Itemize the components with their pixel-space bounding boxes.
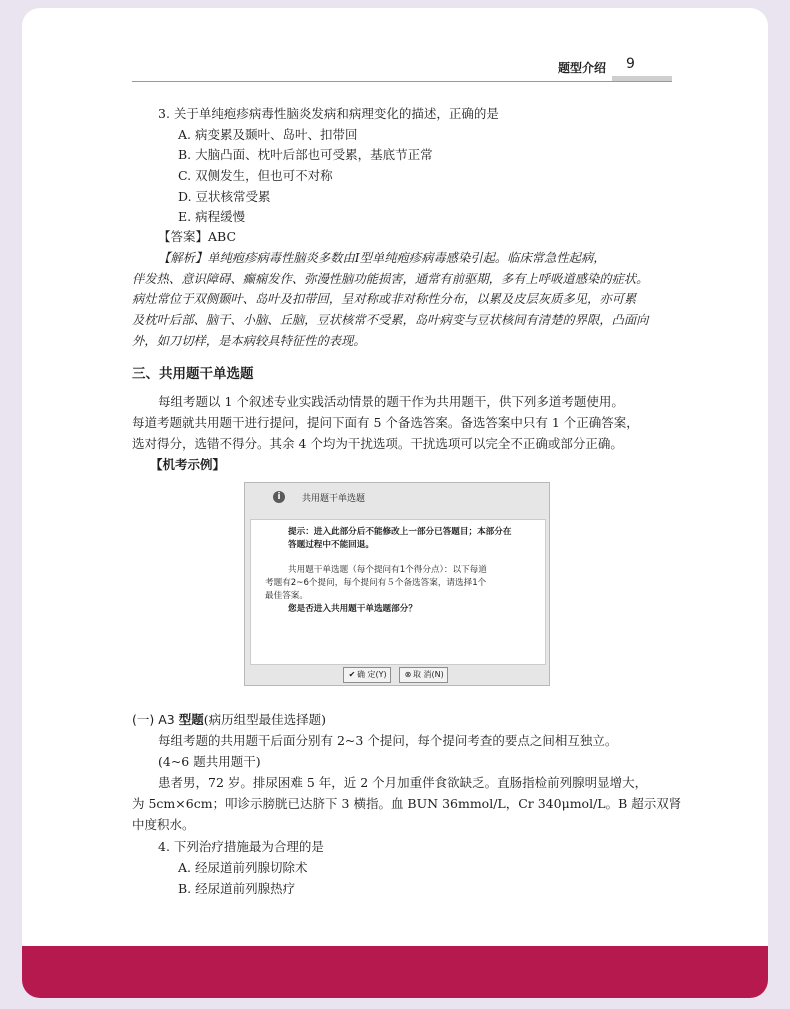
q3-analysis-line: 及枕叶后部、脑干、小脑、丘脑，豆状核常不受累，岛叶病变与豆状核间有清楚的界限，凸面向 bbox=[132, 313, 649, 327]
a3-heading bbox=[132, 711, 326, 729]
section-heading: 三、共用题干单选题 bbox=[132, 366, 254, 382]
dialog-title: 共用题干单选题 bbox=[302, 494, 366, 504]
q4-stem: 4. 下列治疗措施最为合理的是 bbox=[158, 839, 324, 854]
dialog-description: 最佳答案。 bbox=[265, 591, 308, 601]
cancel-button-label: 取 消(N) bbox=[413, 670, 444, 679]
running-header-title: 题型介绍 bbox=[558, 61, 607, 75]
a3-group-label: (4~6 题共用题干) bbox=[158, 754, 261, 769]
cancel-button[interactable] bbox=[399, 667, 448, 683]
check-icon: ✔ bbox=[348, 670, 356, 679]
dialog-description: 共用题干单选题（每个提问有1个得分点）：以下每道 bbox=[288, 565, 487, 575]
example-label: 【机考示例】 bbox=[150, 457, 226, 472]
exam-dialog bbox=[244, 482, 550, 686]
a3-heading-note: (病历组型最佳选择题) bbox=[203, 712, 326, 727]
header-rule bbox=[132, 81, 672, 82]
case-line: 中度积水。 bbox=[132, 817, 195, 832]
q3-analysis-line: 外，如刀切样，是本病较具特征性的表现。 bbox=[132, 334, 366, 348]
q3-option-a: A. 病变累及颞叶、岛叶、扣带回 bbox=[178, 127, 358, 142]
dialog-confirm-question: 您是否进入共用题干单选题部分？ bbox=[288, 604, 417, 614]
case-line: 为 5cm×6cm；叩诊示膀胱已达脐下 3 横指。血 BUN 36mmol/L，Cr 340μmol/L。B 超示双肾 bbox=[132, 796, 682, 811]
confirm-button-label: 确 定(Y) bbox=[357, 670, 387, 679]
a3-description: 每组考题的共用题干后面分别有 2~3 个提问，每个提问考查的要点之间相互独立。 bbox=[158, 733, 618, 748]
section-intro-line: 每道考题就共用题干进行提问，提问下面有 5 个备选答案。备选答案中只有 1 个正确答案， bbox=[132, 415, 639, 430]
dialog-body bbox=[250, 519, 546, 665]
q3-stem: 3. 关于单纯疱疹病毒性脑炎发病和病理变化的描述，正确的是 bbox=[158, 106, 499, 121]
q3-option-b: B. 大脑凸面、枕叶后部也可受累，基底节正常 bbox=[178, 147, 433, 162]
q3-answer: 【答案】ABC bbox=[158, 229, 237, 244]
q3-option-c: C. 双侧发生，但也可不对称 bbox=[178, 168, 333, 183]
q4-option-b: B. 经尿道前列腺热疗 bbox=[178, 881, 296, 896]
page-number: 9 bbox=[626, 56, 635, 72]
q3-analysis-line: 伴发热、意识障碍、癫痫发作、弥漫性脑功能损害，通常有前驱期，多有上呼吸道感染的症状。 bbox=[132, 272, 649, 286]
q3-option-d: D. 豆状核常受累 bbox=[178, 189, 271, 204]
a3-heading-type: 型题 bbox=[178, 712, 204, 727]
page-card bbox=[22, 8, 768, 998]
dialog-hint: 答题过程中不能回退。 bbox=[288, 540, 374, 550]
section-intro-line: 每组考题以 1 个叙述专业实践活动情景的题干作为共用题干，供下列多道考题使用。 bbox=[158, 394, 624, 409]
dialog-hint: 提示：进入此部分后不能修改上一部分已答题目；本部分在 bbox=[288, 527, 512, 537]
info-icon: i bbox=[273, 491, 285, 503]
a3-heading-prefix: (一) A3 bbox=[132, 712, 175, 727]
q3-analysis-line: 【解析】单纯疱疹病毒性脑炎多数由Ⅰ型单纯疱疹病毒感染引起。临床常急性起病， bbox=[158, 251, 606, 265]
section-intro-line: 选对得分，选错不得分。其余 4 个均为干扰选项。干扰选项可以完全不正确或部分正确。 bbox=[132, 436, 623, 451]
q4-option-a: A. 经尿道前列腺切除术 bbox=[178, 860, 308, 875]
q3-analysis-line: 病灶常位于双侧颞叶、岛叶及扣带回，呈对称或非对称性分布，以累及皮层灰质多见，亦可累 bbox=[132, 292, 637, 306]
dialog-description: 考题有2~6个提问，每个提问有５个备选答案，请选择1个 bbox=[265, 578, 487, 588]
q3-option-e: E. 病程缓慢 bbox=[178, 209, 246, 224]
case-line: 患者男，72 岁。排尿困难 5 年，近 2 个月加重伴食欲缺乏。直肠指检前列腺明显增大， bbox=[158, 775, 648, 790]
footer-band bbox=[22, 946, 768, 998]
cancel-icon: ⊗ bbox=[404, 670, 412, 679]
confirm-button[interactable] bbox=[343, 667, 391, 683]
